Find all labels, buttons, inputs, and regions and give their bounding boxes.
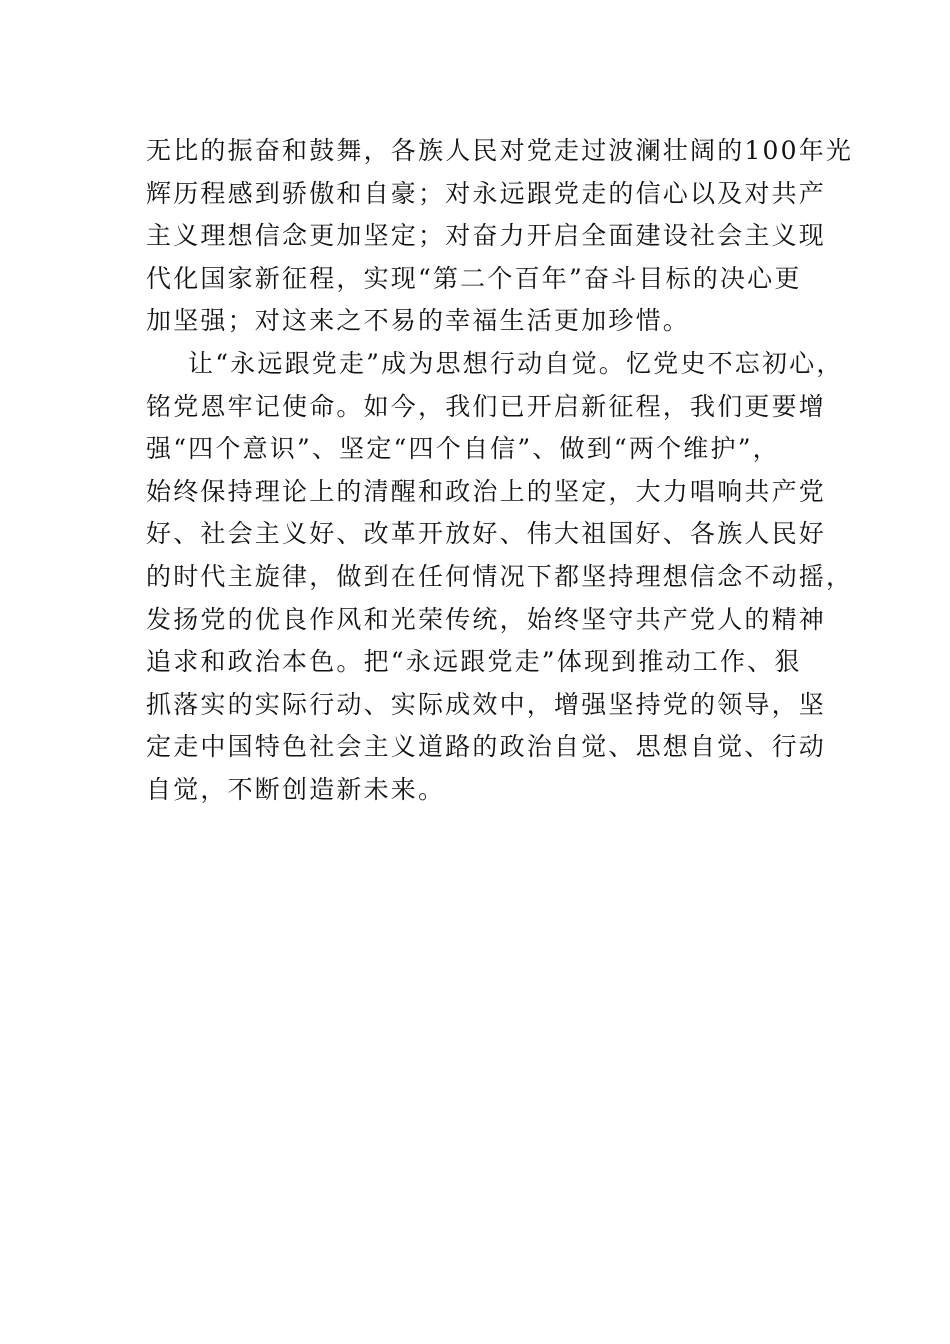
text-line: 加坚强；对这来之不易的幸福生活更加珍惜。 [146,306,691,336]
text-line: 的时代主旋律，做到在任何情况下都坚持理想信念不动摇， [146,561,854,591]
paragraph-2 [146,343,854,812]
text-line: 代化国家新征程，实现“第二个百年”奋斗目标的决心更 [146,263,802,293]
paragraph-1 [146,130,854,343]
text-line: 好、社会主义好、改革开放好、伟大祖国好、各族人民好 [146,519,827,549]
text-line: 始终保持理论上的清醒和政治上的坚定，大力唱响共产党 [146,476,827,506]
text-line: 辉历程感到骄傲和自豪；对永远跟党走的信心以及对共产 [146,178,827,208]
text-line: 定走中国特色社会主义道路的政治自觉、思想自觉、行动 [146,732,827,762]
body-text [146,130,854,812]
text-line: 无比的振奋和鼓舞，各族人民对党走过波澜壮阔的100年光 [146,136,854,165]
text-line: 铭党恩牢记使命。如今，我们已开启新征程，我们更要增 [146,391,827,421]
text-line: 让“永远跟党走”成为思想行动自觉。忆党史不忘初心， [188,348,844,378]
text-line: 追求和政治本色。把“永远跟党走”体现到推动工作、狠 [146,647,802,677]
text-line: 强“四个意识”、坚定“四个自信”、做到“两个维护”， [146,434,780,464]
text-line: 自觉，不断创造新未来。 [146,774,446,804]
text-line: 主义理想信念更加坚定；对奋力开启全面建设社会主义现 [146,221,827,251]
text-line: 抓落实的实际行动、实际成效中，增强坚持党的领导，坚 [146,689,827,719]
text-line: 发扬党的优良作风和光荣传统，始终坚守共产党人的精神 [146,604,827,634]
